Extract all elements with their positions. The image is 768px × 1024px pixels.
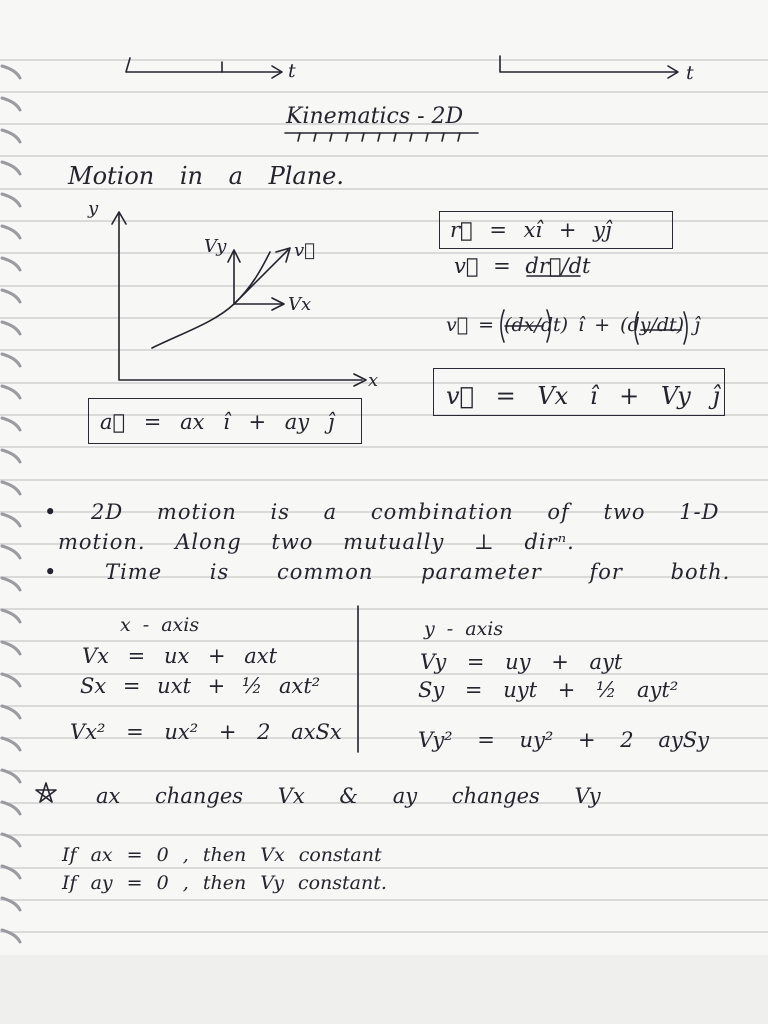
- y-axis-equation-1: Vy = uy + ayt: [420, 650, 623, 674]
- graph-y-label: y: [88, 198, 99, 219]
- star-icon: [36, 783, 56, 802]
- x-axis-equation-3: Vx² = ux² + 2 axSx: [70, 720, 342, 744]
- x-axis-equation-1: Vx = ux + axt: [82, 644, 278, 668]
- condition-line-2: If ay = 0 , then Vy constant.: [62, 872, 387, 894]
- trajectory-curve: [152, 252, 270, 348]
- position-equation: r⃗ = xî + yĵ: [450, 218, 612, 242]
- bullet-line-1: • 2D motion is a combination of two 1-D: [44, 500, 720, 524]
- bullet-line-2: motion. Along two mutually ⊥ dirⁿ.: [58, 530, 575, 554]
- acceleration-boxed-equation: a⃗ = ax î + ay ĵ: [100, 410, 335, 434]
- section-heading: Motion in a Plane.: [68, 162, 344, 190]
- x-axis-equation-2: Sx = uxt + ½ axt²: [80, 674, 321, 698]
- v-vector: [234, 250, 288, 304]
- velocity-boxed-equation: v⃗ = Vx î + Vy ĵ: [446, 382, 720, 410]
- velocity-components: v⃗ = (dx/dt) î + (dy/dt) ĵ: [446, 314, 701, 336]
- top-sketch-right-label: t: [686, 62, 694, 84]
- top-sketch-left-axis: [126, 58, 280, 72]
- top-sketch-right-axis: [500, 56, 676, 72]
- star-note: ax changes Vx & ay changes Vy: [96, 784, 601, 808]
- graph-vy-label: Vy: [204, 236, 227, 257]
- graph-vx-label: Vx: [288, 294, 312, 315]
- bullet-line-3: • Time is common parameter for both.: [44, 560, 731, 584]
- graph-v-label: v⃗: [294, 240, 315, 261]
- top-sketch-left-label: t: [288, 60, 296, 82]
- condition-line-1: If ax = 0 , then Vx constant: [62, 844, 382, 866]
- table-y-header: y - axis: [424, 618, 504, 640]
- velocity-definition: v⃗ = dr⃗/dt: [454, 254, 591, 278]
- y-axis-equation-3: Vy² = uy² + 2 aySy: [418, 728, 709, 752]
- table-x-header: x - axis: [120, 614, 200, 636]
- y-axis-equation-2: Sy = uyt + ½ ayt²: [418, 678, 679, 702]
- page-title: Kinematics - 2D: [286, 104, 464, 129]
- graph-x-label: x: [368, 370, 379, 391]
